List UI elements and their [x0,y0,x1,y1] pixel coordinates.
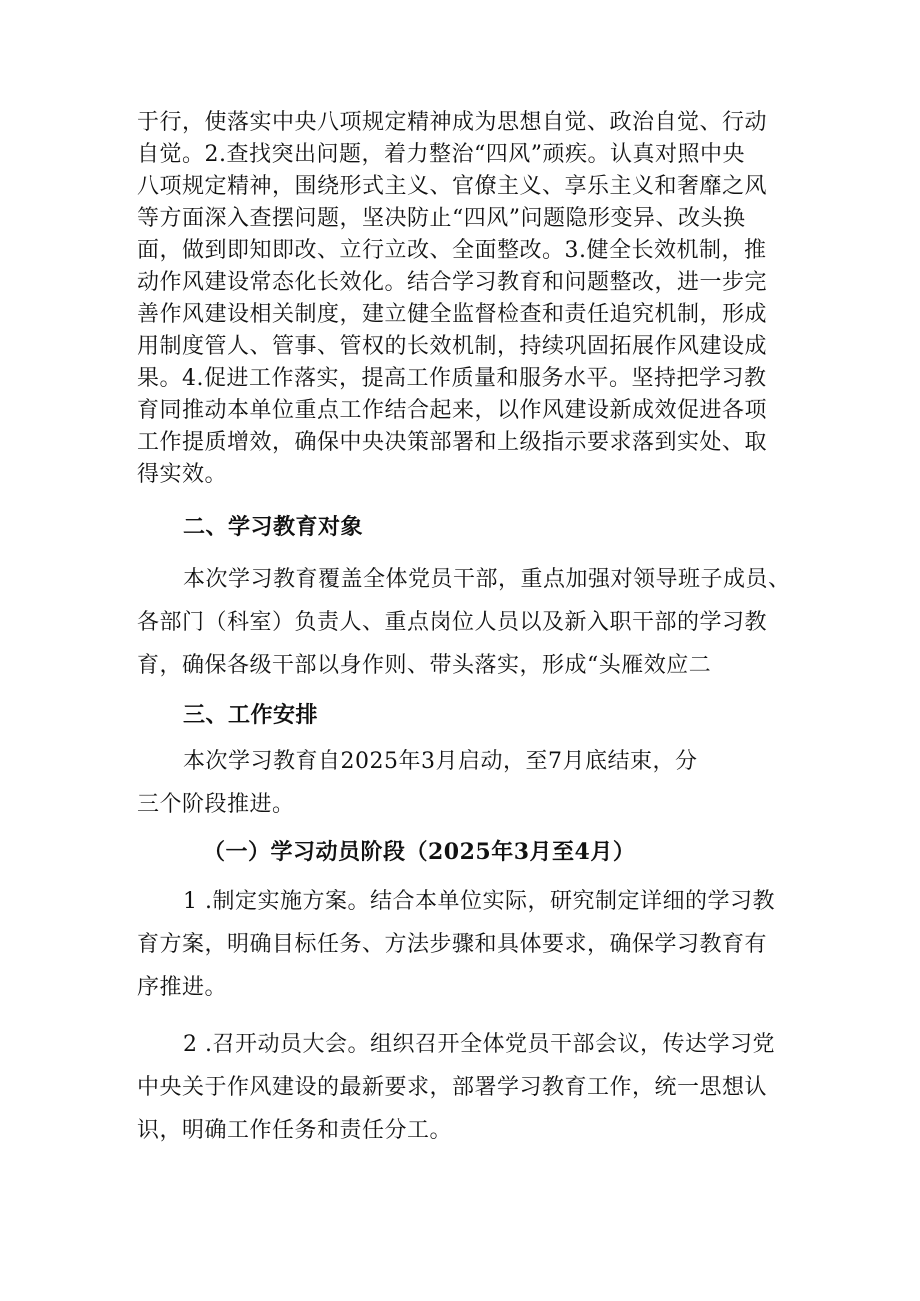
text-line: 识，明确工作任务和责任分工。 [137,1118,453,1143]
text-line: 果。4.促进工作落实，提高工作质量和服务水平。坚持把学习教 [137,366,767,391]
text-line: 用制度管人、管事、管权的长效机制，持续巩固拓展作风建设成 [137,334,768,359]
text-line: 三个阶段推进。 [137,792,295,817]
text-line: 本次学习教育自2025年3月启动，至7月底结束，分 [183,749,698,774]
text-line: 中央关于作风建设的最新要求，部署学习教育工作，统一思想认 [137,1075,768,1100]
text-line: 序推进。 [137,975,228,1000]
text-line: 得实效。 [137,462,228,487]
text-line: 育方案，明确目标任务、方法步骤和具体要求，确保学习教育有 [137,932,768,957]
text-line: 善作风建设相关制度，建立健全监督检查和责任追究机制，形成 [137,302,768,327]
text-line: 面，做到即知即改、立行立改、全面整改。3.健全长效机制，推 [137,238,767,263]
text-line: 各部门（科室）负责人、重点岗位人员以及新入职干部的学习教 [137,610,768,635]
text-line: 等方面深入查摆问题，坚决防止“四风”问题隐形变异、改头换 [137,206,746,231]
text-line: 育同推动本单位重点工作结合起来，以作风建设新成效促进各项 [137,398,768,423]
text-line: 八项规定精神，围绕形式主义、官僚主义、享乐主义和奢靡之风 [137,174,768,199]
section-heading: 三、工作安排 [183,702,319,728]
stage-heading: （一）学习动员阶段（2025年3月至4月） [203,839,636,865]
section-heading: 二、学习教育对象 [183,514,364,540]
text-line: 本次学习教育覆盖全体党员干部，重点加强对领导班子成员、 [183,567,791,592]
text-line: 育，确保各级干部以身作则、带头落实，形成“头雁效应二 [137,653,712,678]
text-line: 1 .制定实施方案。结合本单位实际，研究制定详细的学习教 [183,889,775,914]
text-line: 于行，使落实中央八项规定精神成为思想自觉、政治自觉、行动 [137,110,768,135]
text-line: 工作提质增效，确保中央决策部署和上级指示要求落到实处、取 [137,430,768,455]
text-line: 动作风建设常态化长效化。结合学习教育和问题整改，进一步完 [137,270,768,295]
text-line: 2 .召开动员大会。组织召开全体党员干部会议，传达学习党 [183,1032,775,1057]
text-line: 自觉。2.查找突出问题，着力整治“四风”顽疾。认真对照中央 [137,142,745,167]
